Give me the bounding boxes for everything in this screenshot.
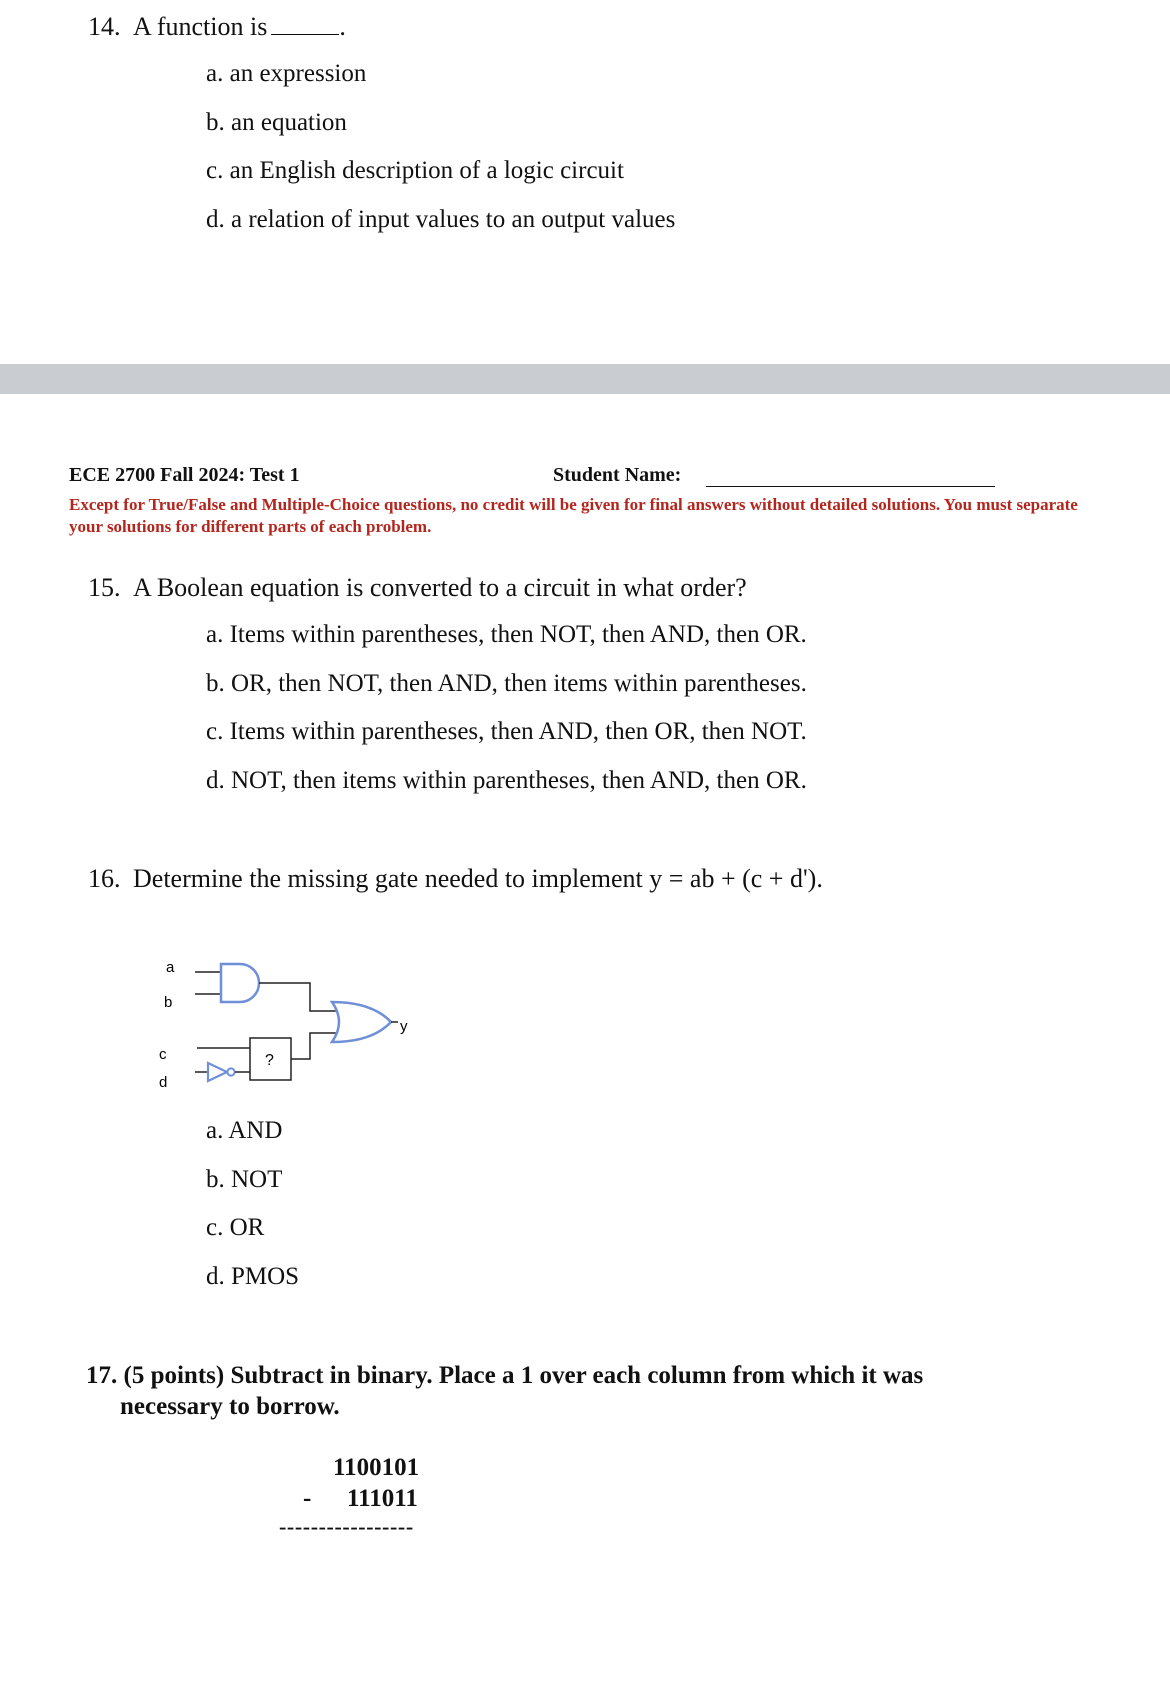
or-gate	[332, 1002, 391, 1042]
wire-missing-to-or	[291, 1033, 337, 1059]
q16-number: 16.	[88, 864, 121, 893]
logic-circuit-diagram	[150, 955, 420, 1095]
and-gate	[221, 964, 259, 1002]
page-separator	[0, 364, 1170, 394]
wire-and-to-or	[259, 983, 337, 1011]
course-title: ECE 2700 Fall 2024: Test 1	[69, 464, 300, 486]
q15-number: 15.	[88, 573, 121, 602]
q16-option-c: c. OR	[206, 1214, 265, 1241]
instructions-notice: Except for True/False and Multiple-Choice questions, no credit will be given for final answers without detailed solutions. You must separate your solutions for different parts of each problem.	[69, 495, 1078, 536]
q17-minuend: 1100101	[333, 1454, 420, 1481]
student-name-label: Student Name:	[553, 464, 682, 486]
q17-prompt-line2: necessary to borrow.	[120, 1393, 340, 1420]
q16-option-d: d. PMOS	[206, 1263, 300, 1290]
q16-option-b: b. NOT	[206, 1166, 283, 1193]
q14-number: 14.	[88, 12, 121, 41]
q15-prompt	[88, 573, 747, 603]
q15-option-b: b. OR, then NOT, then AND, then items within parentheses.	[206, 670, 807, 697]
q15-option-a: a. Items within parentheses, then NOT, then AND, then OR.	[206, 621, 807, 648]
student-name-line	[706, 486, 995, 487]
q17-subtrahend: 111011	[347, 1485, 418, 1512]
input-label-c: c	[159, 1046, 167, 1063]
q15-option-c: c. Items within parentheses, then AND, then OR, then NOT.	[206, 718, 807, 745]
not-gate	[208, 1063, 227, 1081]
q15-option-d: d. NOT, then items within parentheses, then AND, then OR.	[206, 767, 807, 794]
q14-option-c: c. an English description of a logic circuit	[206, 157, 624, 184]
input-label-a: a	[166, 959, 175, 976]
q17-prompt-line1: 17. (5 points) Subtract in binary. Place a 1 over each column from which it was	[86, 1362, 924, 1389]
not-gate-bubble	[227, 1068, 234, 1075]
q14-option-b: b. an equation	[206, 109, 347, 136]
output-label-y: y	[400, 1018, 408, 1035]
q16-option-a: a. AND	[206, 1117, 283, 1144]
q14-prompt	[88, 12, 346, 42]
q15-text: A Boolean equation is converted to a circuit in what order?	[133, 573, 747, 602]
q14-answer-blank	[271, 34, 339, 35]
missing-gate-question-mark: ?	[265, 1052, 274, 1069]
q17-result-rule: -----------------	[279, 1514, 414, 1539]
input-label-d: d	[159, 1074, 168, 1091]
q14-option-a: a. an expression	[206, 60, 367, 87]
q16-prompt	[88, 864, 823, 894]
q14-text: A function is	[133, 12, 268, 41]
input-label-b: b	[164, 994, 173, 1011]
q14-option-d: d. a relation of input values to an output values	[206, 206, 676, 233]
q16-text: Determine the missing gate needed to implement y = ab + (c + d').	[133, 864, 823, 893]
q14-period: .	[339, 12, 346, 41]
q17-minus-sign: -	[303, 1485, 312, 1512]
